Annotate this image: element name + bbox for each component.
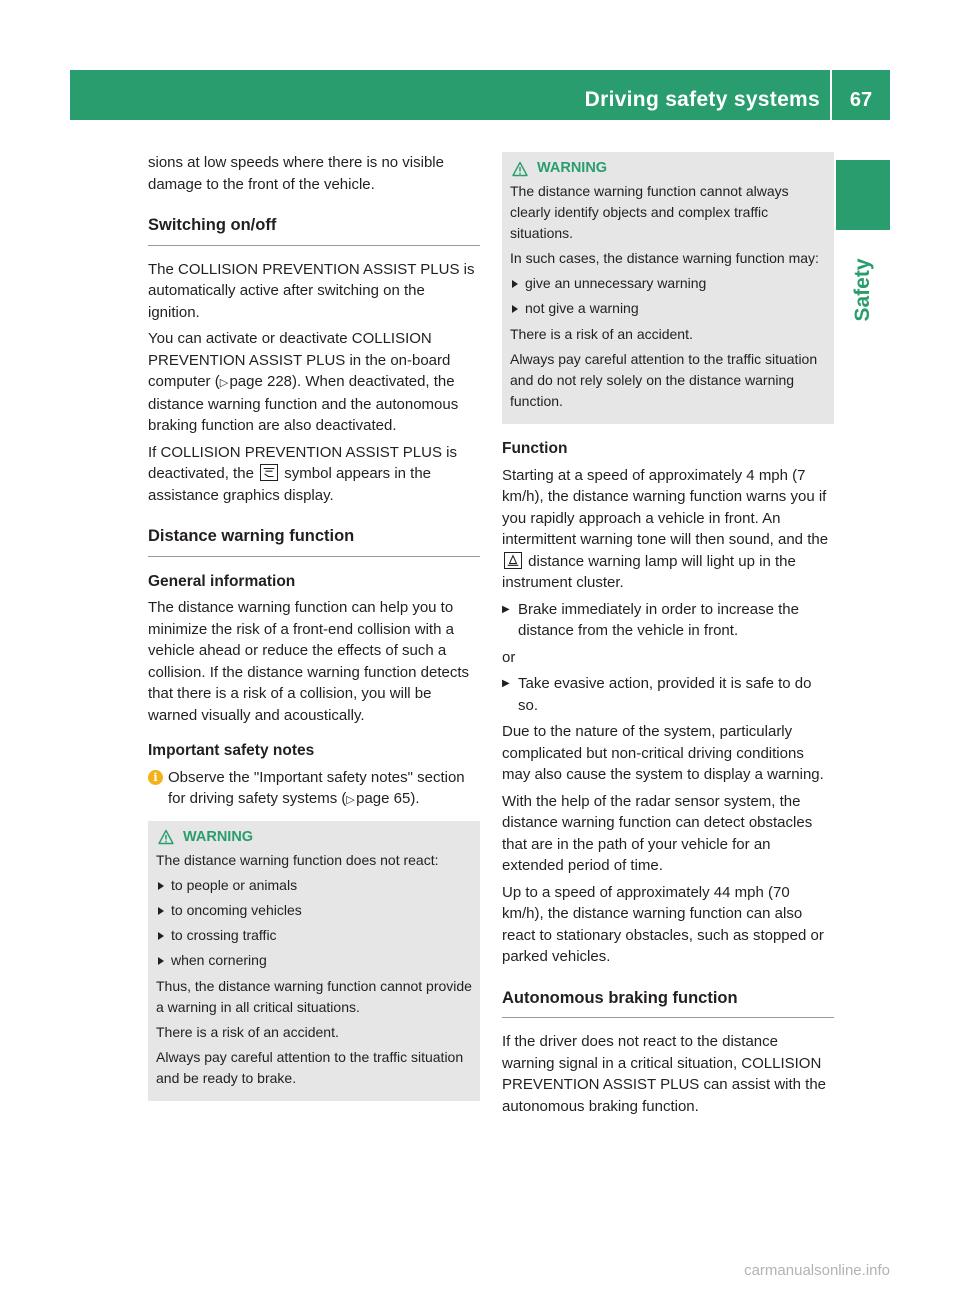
page-ref-arrow-icon: ▷ [219, 376, 229, 389]
list-item: to oncoming vehicles [156, 900, 472, 921]
warning-title: WARNING [183, 828, 254, 845]
intro-text: sions at low speeds where there is no visible damage to the front of the vehicle. [148, 154, 444, 193]
function-paragraph-2: Due to the nature of the system, particularly complicated but non-critical driving conditions may also cause the system to display a warning. [502, 723, 824, 783]
warning-text: Thus, the distance warning function cannot provide a warning in all critical situations. [156, 977, 472, 1015]
page-ref-link[interactable]: page 65 [356, 790, 411, 807]
switching-paragraph-3 [148, 442, 480, 507]
chapter-label-text: Safety [851, 258, 874, 322]
warning-header [156, 827, 472, 848]
distance-warning-heading: Distance warning function [148, 526, 480, 557]
warning-title: WARNING [537, 160, 608, 176]
warning-text: The distance warning function cannot always clearly identify objects and complex traffic situations. [510, 183, 789, 241]
switching-paragraph-2 [148, 328, 480, 437]
action-steps [502, 673, 834, 716]
autonomous-braking-heading: Autonomous braking function [502, 988, 834, 1019]
chapter-tab-marker [836, 160, 890, 230]
action-step: ▶ Take evasive action, provided it is safe to do so. [502, 673, 834, 716]
function-paragraph-3: With the help of the radar sensor system, the distance warning function can detect obstacles that are in the path of your vehicle for an extended period of time. [502, 792, 813, 874]
page-ref-arrow-icon: ▷ [346, 793, 355, 806]
warning-header [510, 158, 826, 179]
text-span: ). [410, 790, 420, 807]
list-item: not give a warning [510, 298, 826, 319]
text-span: You can activate or deactivate COLLISION PREVENTION ASSIST PLUS in the on-board computer ( [148, 330, 451, 390]
right-column [502, 152, 834, 1122]
text-span: ). When deactivated, the distance warning function and the autonomous braking function are also deactivated. [148, 373, 459, 434]
left-column [148, 152, 480, 1115]
section-title: Driving safety systems [584, 88, 820, 111]
switching-paragraph-1: The COLLISION PREVENTION ASSIST PLUS is automatically active after switching on the ignition. [148, 260, 475, 321]
list-item: to people or animals [156, 875, 472, 896]
warning-box-left [148, 821, 480, 1101]
watermark: carmanualsonline.info [744, 1262, 890, 1279]
warning-list [510, 273, 826, 319]
autonomous-braking-text: If the driver does not react to the distance warning signal in a critical situation, COLLISION PREVENTION ASSIST PLUS can assist with the autonomous braking function. [502, 1033, 827, 1115]
function-paragraph-1 [502, 465, 834, 594]
page-ref-link[interactable]: page 228 [229, 373, 293, 390]
text-span: Observe the "Important safety notes" section for driving safety systems ( [168, 768, 465, 807]
header-bar [70, 70, 890, 120]
text-span: distance warning lamp will light up in the instrument cluster. [502, 552, 796, 591]
safety-notes-heading: Important safety notes [148, 742, 315, 759]
page-number: 67 [849, 89, 873, 111]
info-note [148, 767, 480, 811]
warning-list [156, 875, 472, 971]
text-span: Starting at a speed of approximately 4 mph (7 km/h), the distance warning function warns you if you rapidly approach a vehicle in front. An intermittent warning tone will then [502, 466, 827, 548]
general-info-text: The distance warning function can help you to minimize the risk of a front-end collision with a vehicle ahead or reduce the effects of such a collision. If the distance warning function detects that there is a risk of a collision, you will be warned visually and acoustically. [148, 599, 470, 724]
info-icon: i [148, 770, 163, 785]
distance-warning-lamp-icon [504, 552, 522, 569]
warning-text: There is a risk of an accident. [156, 1023, 339, 1040]
or-text: or [502, 648, 516, 666]
warning-text: There is a risk of an accident. [510, 326, 693, 342]
list-item: to crossing traffic [156, 925, 472, 946]
action-steps [502, 599, 834, 642]
warning-text: In such cases, the distance warning function may: [510, 250, 819, 266]
function-paragraph-4: Up to a speed of approximately 44 mph (70 km/h), the distance warning function can also react to stationary obstacles, such as stopped or parked vehicles. [502, 883, 824, 965]
warning-triangle-icon [158, 829, 174, 845]
text-span: symbol appears in the assistance graphics display. [148, 465, 432, 504]
switching-heading: Switching on/off [148, 215, 480, 246]
text-span: If COLLISION PREVENTION ASSIST PLUS is deactivated, the [148, 443, 457, 482]
general-info-heading: General information [148, 572, 296, 590]
function-heading: Function [502, 440, 568, 457]
chapter-tab-label [846, 240, 880, 340]
text-span: sound, and the [728, 531, 829, 548]
list-item: give an unnecessary warning [510, 273, 826, 294]
warning-box-right [502, 152, 834, 424]
warning-text: Always pay careful attention to the traffic situation and do not rely solely on the distance warning function. [510, 351, 818, 409]
warning-intro: The distance warning function does not react: [156, 851, 439, 868]
list-item: when cornering [156, 950, 472, 971]
warning-triangle-icon [512, 161, 528, 177]
warning-text: Always pay careful attention to the traffic situation and be ready to brake. [156, 1048, 464, 1086]
action-step: ▶ Brake immediately in order to increase the distance from the vehicle in front. [502, 599, 834, 642]
cpa-off-symbol-icon [260, 464, 278, 481]
